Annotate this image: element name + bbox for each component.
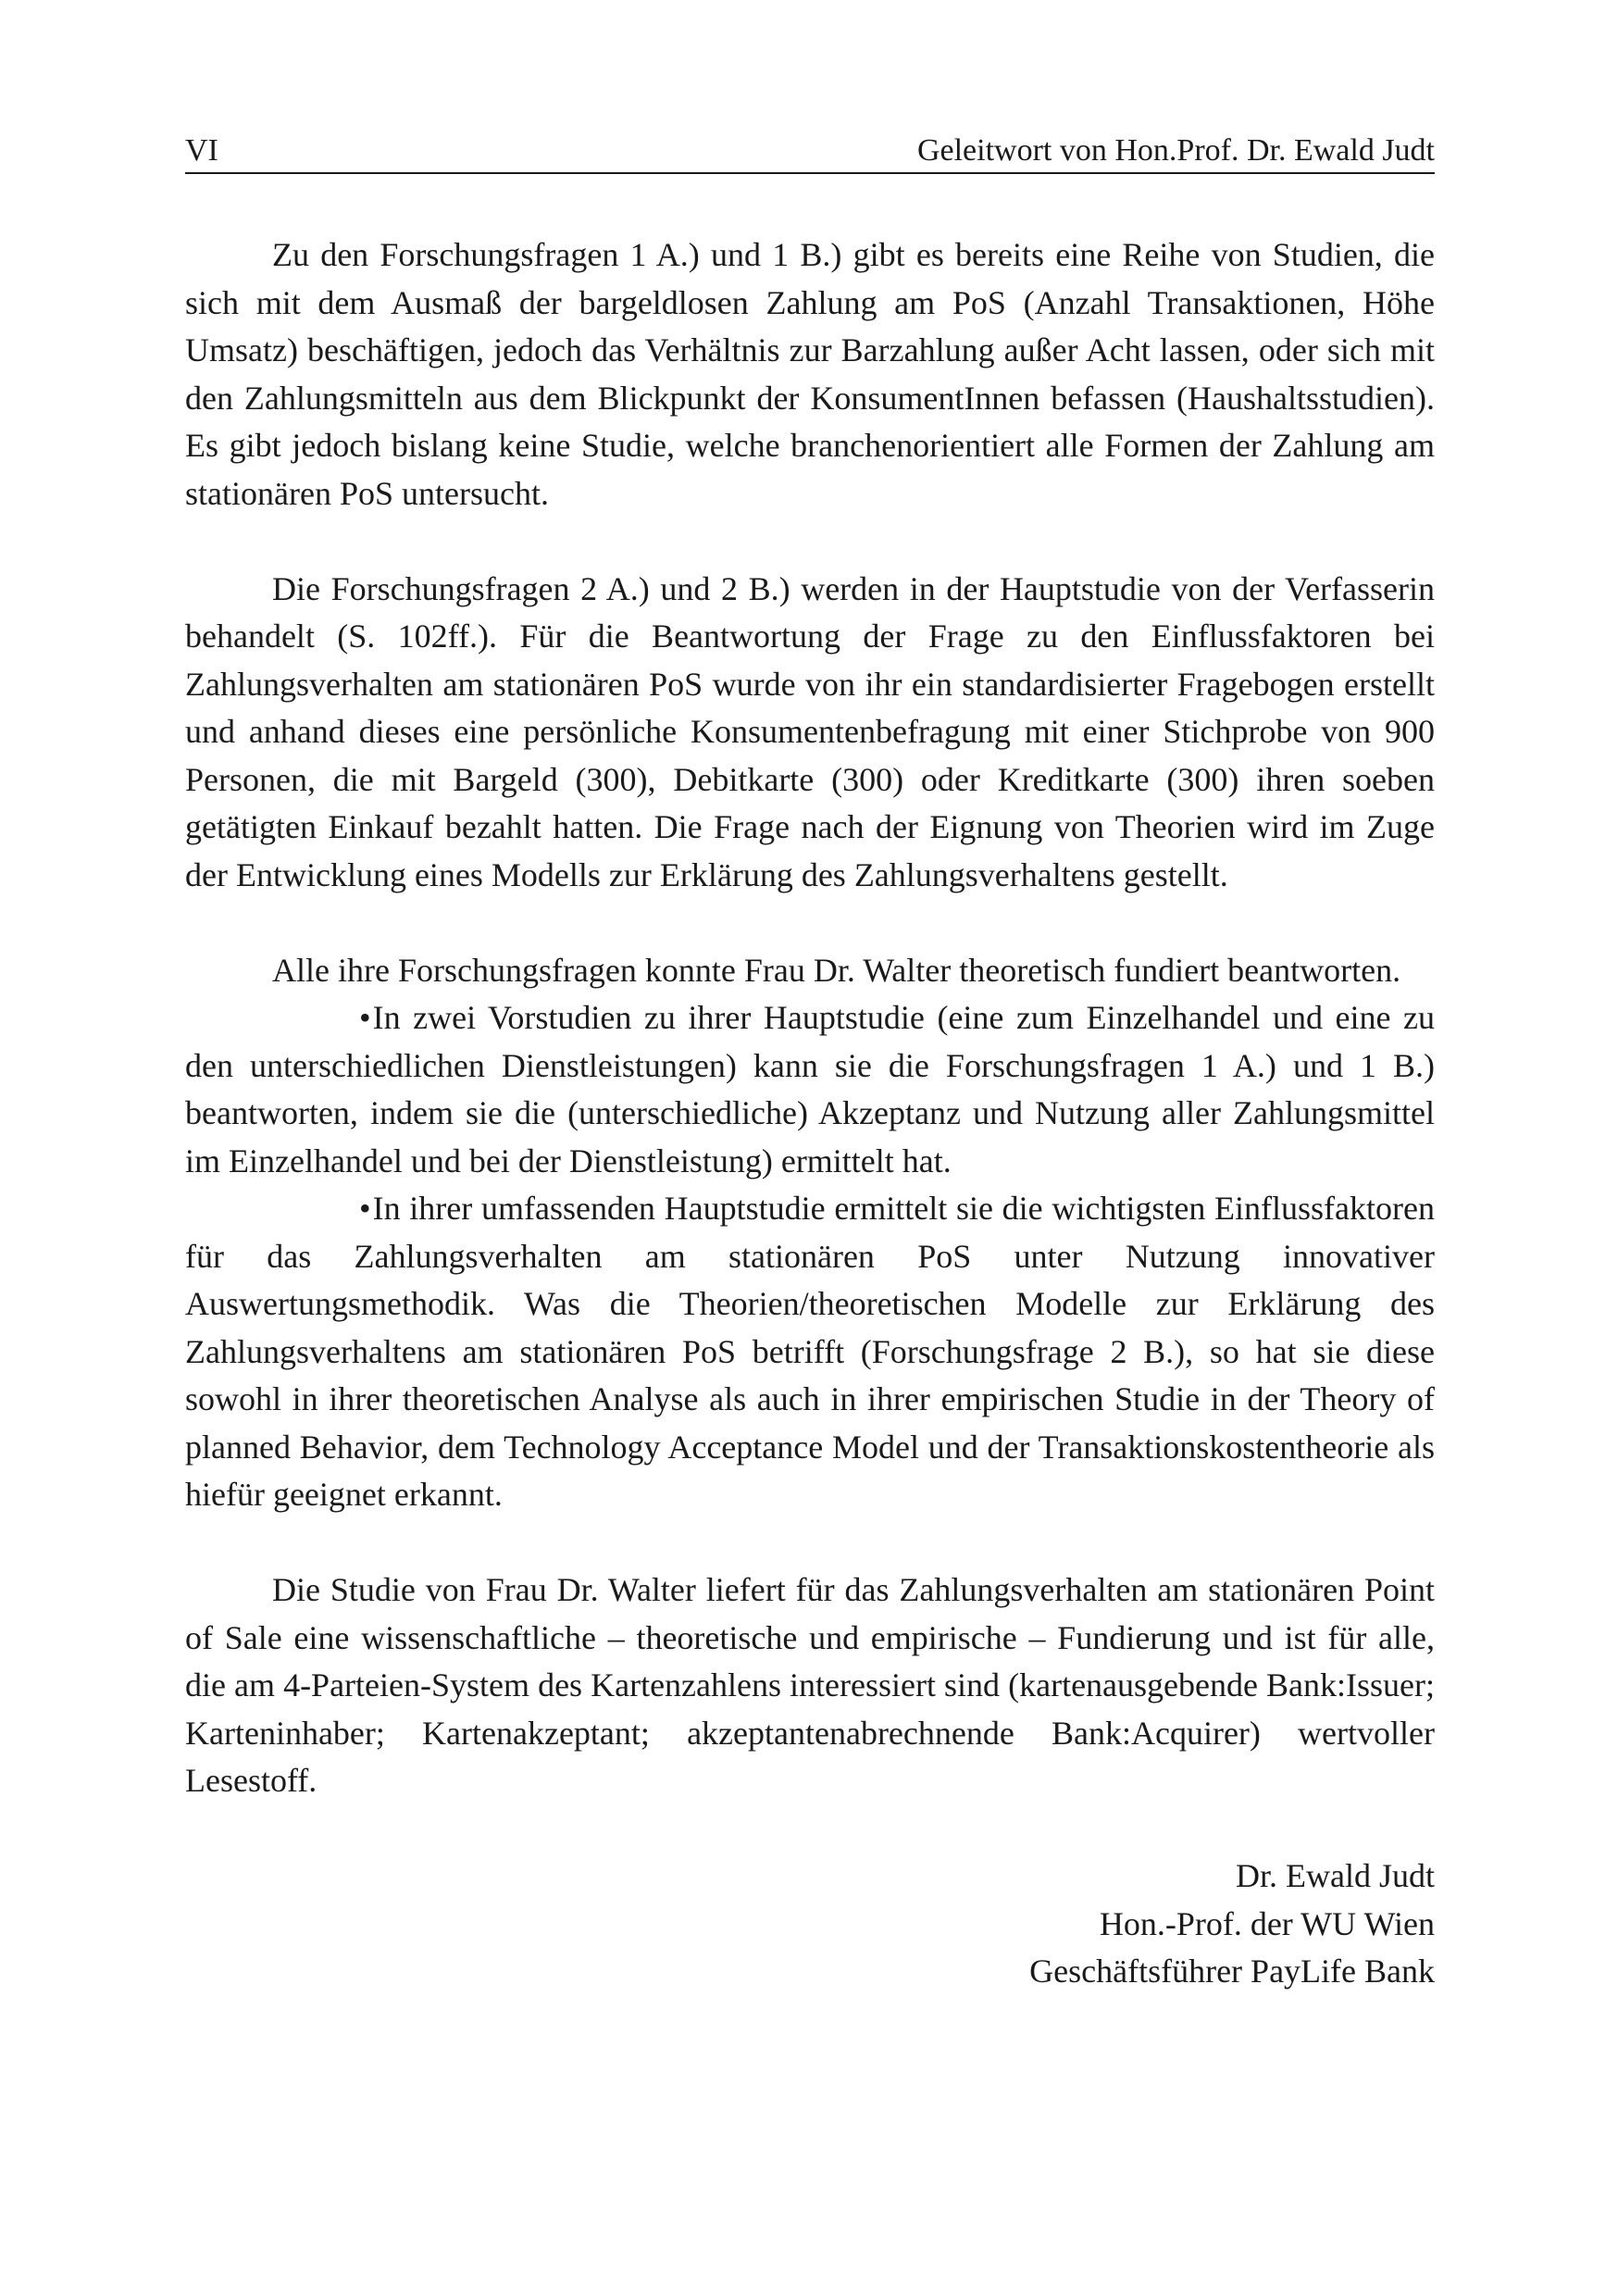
signature-block: [185, 1853, 1435, 1996]
body-text: [185, 231, 1435, 1996]
running-title: Geleitwort von Hon.Prof. Dr. Ewald Judt: [916, 133, 1435, 168]
signature-role: Geschäftsführer PayLife Bank: [1029, 1953, 1435, 1990]
signature-title: Hon.-Prof. der WU Wien: [1099, 1904, 1435, 1942]
paragraph-1: Zu den Forschungsfragen 1 A.) und 1 B.) gibt es bereits eine Reihe von Studien, die sich mit dem Ausmaß der bargeldlosen Zahlung am PoS (Anzahl Transaktionen, Höhe Umsatz) beschäftigen, jedoch das Verhältnis zur Barzahlung außer Acht lassen, oder sich mit den Zahlungsmitteln aus dem Blickpunkt der KonsumentInnen befassen (Haushaltsstudien). Es gibt jedoch bislang keine Studie, welche branchenorientiert alle Formen der Zahlung am stationären PoS untersucht.: [185, 236, 1435, 512]
bullet-item-2: [185, 1185, 1435, 1519]
paragraph-2: Die Forschungsfragen 2 A.) und 2 B.) werden in der Hauptstudie von der Verfasserin behandelt (S. 102ff.). Für die Beantwortung der Frage zu den Einflussfaktoren bei Zahlungsverhalten am stationären PoS wurde von ihr ein standardisierter Fragebogen erstellt und anhand dieses eine persönliche Konsumentenbefragung mit einer Stichprobe von 900 Personen, die mit Bargeld (300), Debitkarte (300) oder Kreditkarte (300) ihren soeben getätigten Einkauf bezahlt hatten. Die Frage nach der Eignung von Theorien wird im Zuge der Entwicklung eines Modells zur Erklärung des Zahlungsverhaltens gestellt.: [185, 569, 1435, 893]
signature-name: Dr. Ewald Judt: [1236, 1857, 1435, 1894]
bullet-item-1: [185, 994, 1435, 1185]
paragraph-4: Die Studie von Frau Dr. Walter liefert für das Zahlungsverhalten am stationären Point of Sale eine wissenschaftliche – theoretische und empirische – Fundierung und ist für alle, die am 4-Parteien-System des Kartenzahlens interessiert sind (kartenausgebende Bank:Issuer; Karteninhaber; Kartenakzeptant; akzeptantenabrechnende Bank:Acquirer) wertvoller Lesestoff.: [185, 1571, 1435, 1799]
page-number: VI: [185, 133, 218, 168]
bullet-text-2: In ihrer umfassenden Hauptstudie ermittelt sie die wichtigsten Einflussfaktoren für das Zahlungsverhalten am stationären PoS unter Nutzung innovativer Auswertungsmethodik. Was die Theorien/theoretischen Modelle zur Erklärung des Zahlungsverhaltens am stationären PoS betrifft (Forschungsfrage 2 B.), so hat sie diese sowohl in ihrer theoretischen Analyse als auch in ihrer empirischen Studie in der Theory of planned Behavior, dem Technology Acceptance Model und der Transaktionskostentheorie als hiefür geeignet erkannt.: [185, 1190, 1435, 1513]
bullet-icon: •: [359, 999, 371, 1036]
bullet-text-1: In zwei Vorstudien zu ihrer Hauptstudie (eine zum Einzelhandel und eine zu den unterschiedlichen Dienstleistungen) kann sie die Forschungsfragen 1 A.) und 1 B.) beantworten, indem sie die (unterschiedliche) Akzeptanz und Nutzung aller Zahlungsmittel im Einzelhandel und bei der Dienstleistung) ermittelt hat.: [185, 999, 1435, 1179]
bullet-icon: •: [359, 1190, 371, 1227]
paragraph-3: Alle ihre Forschungsfragen konnte Frau Dr. Walter theoretisch fundiert beantworten.: [272, 951, 1401, 989]
running-head: [185, 130, 1435, 174]
